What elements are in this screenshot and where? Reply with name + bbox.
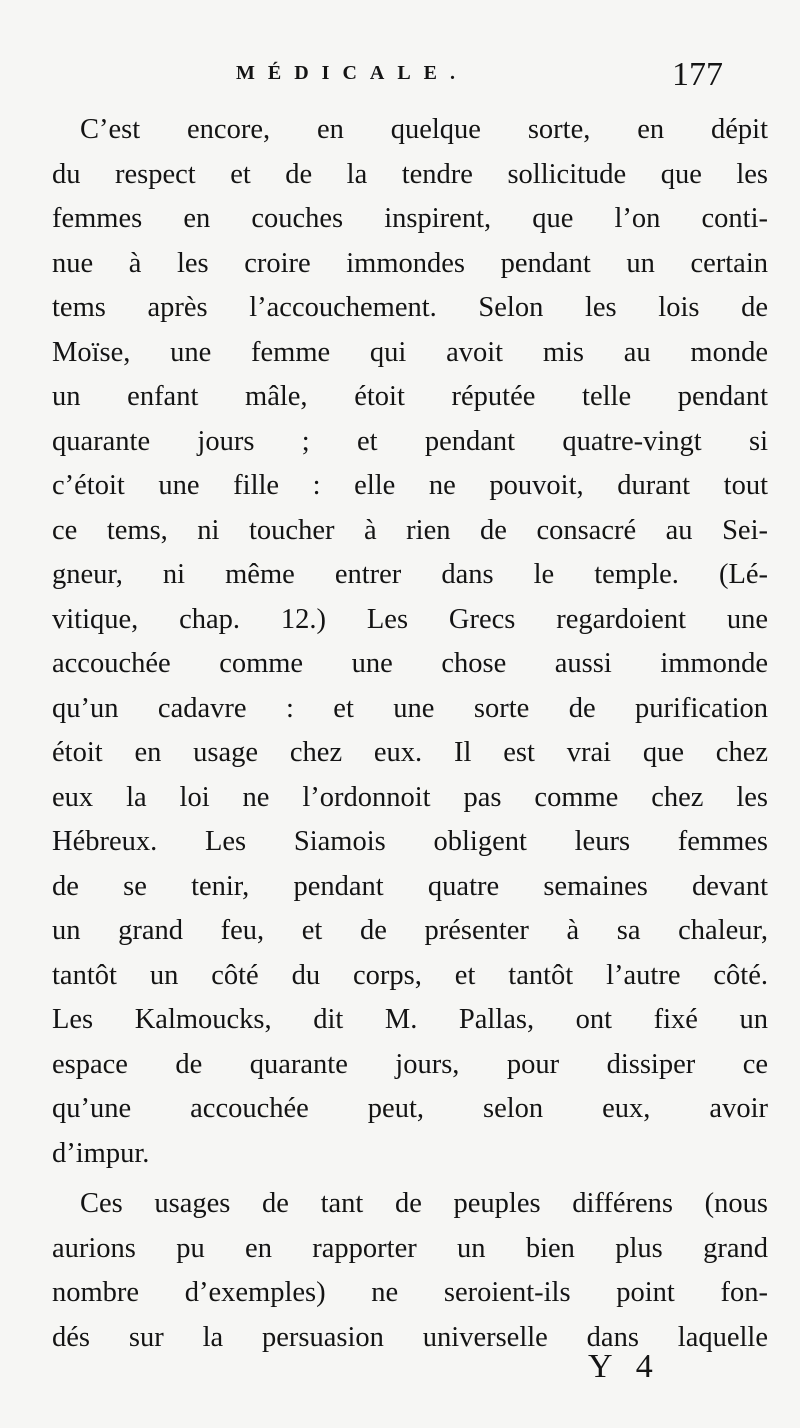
signature-mark: Y 4 — [588, 1348, 661, 1385]
text-line: Moïse, une femme qui avoit mis au monde — [52, 336, 768, 368]
text-line: femmes en couches inspirent, que l’on conti- — [52, 203, 768, 234]
text-line: espace de quarante jours, pour dissiper ce — [52, 1048, 768, 1080]
text-line: Les Kalmoucks, dit M. Pallas, ont fixé un — [52, 1004, 768, 1035]
text-line: nombre d’exemples) ne seroient-ils point fon- — [52, 1277, 768, 1308]
text-line: gneur, ni même entrer dans le temple. (Lé- — [52, 559, 768, 590]
text-line: ce tems, ni toucher à rien de consacré au Sei- — [52, 514, 768, 546]
page-header — [0, 56, 800, 96]
text-line: qu’un cadavre : et une sorte de purification — [52, 692, 768, 724]
running-head: MÉDICALE. — [236, 62, 469, 84]
text-line: tems après l’accouchement. Selon les lois de — [52, 292, 768, 323]
paragraph-2 — [52, 1182, 768, 1360]
text-line: qu’une accouchée peut, selon eux, avoir — [52, 1093, 768, 1124]
text-line: un grand feu, et de présenter à sa chaleur, — [52, 915, 768, 946]
text-line: du respect et de la tendre sollicitude que les — [52, 158, 768, 190]
text-line: vitique, chap. 12.) Les Grecs regardoient une — [52, 603, 768, 635]
text-line: dés sur la persuasion universelle dans laquelle — [52, 1321, 768, 1353]
text-line: eux la loi ne l’ordonnoit pas comme chez les — [52, 781, 768, 813]
text-line: C’est encore, en quelque sorte, en dépit — [80, 114, 768, 145]
paragraph-1 — [52, 108, 768, 1176]
body-text — [52, 108, 768, 1360]
text-line: étoit en usage chez eux. Il est vrai que chez — [52, 737, 768, 768]
page-number: 177 — [672, 56, 723, 93]
text-line: c’étoit une fille : elle ne pouvoit, durant tout — [52, 470, 768, 501]
text-line: Hébreux. Les Siamois obligent leurs femmes — [52, 826, 768, 857]
text-line: accouchée comme une chose aussi immonde — [52, 648, 768, 679]
text-line: quarante jours ; et pendant quatre-vingt si — [52, 425, 768, 457]
text-line: de se tenir, pendant quatre semaines devant — [52, 870, 768, 902]
text-line: tantôt un côté du corps, et tantôt l’autre côté. — [52, 959, 768, 991]
text-line: nue à les croire immondes pendant un certain — [52, 247, 768, 279]
text-line: un enfant mâle, étoit réputée telle pendant — [52, 381, 768, 412]
text-line: Ces usages de tant de peuples différens (nous — [80, 1188, 768, 1219]
text-line: aurions pu en rapporter un bien plus grand — [52, 1232, 768, 1264]
text-line: d’impur. — [52, 1137, 150, 1169]
